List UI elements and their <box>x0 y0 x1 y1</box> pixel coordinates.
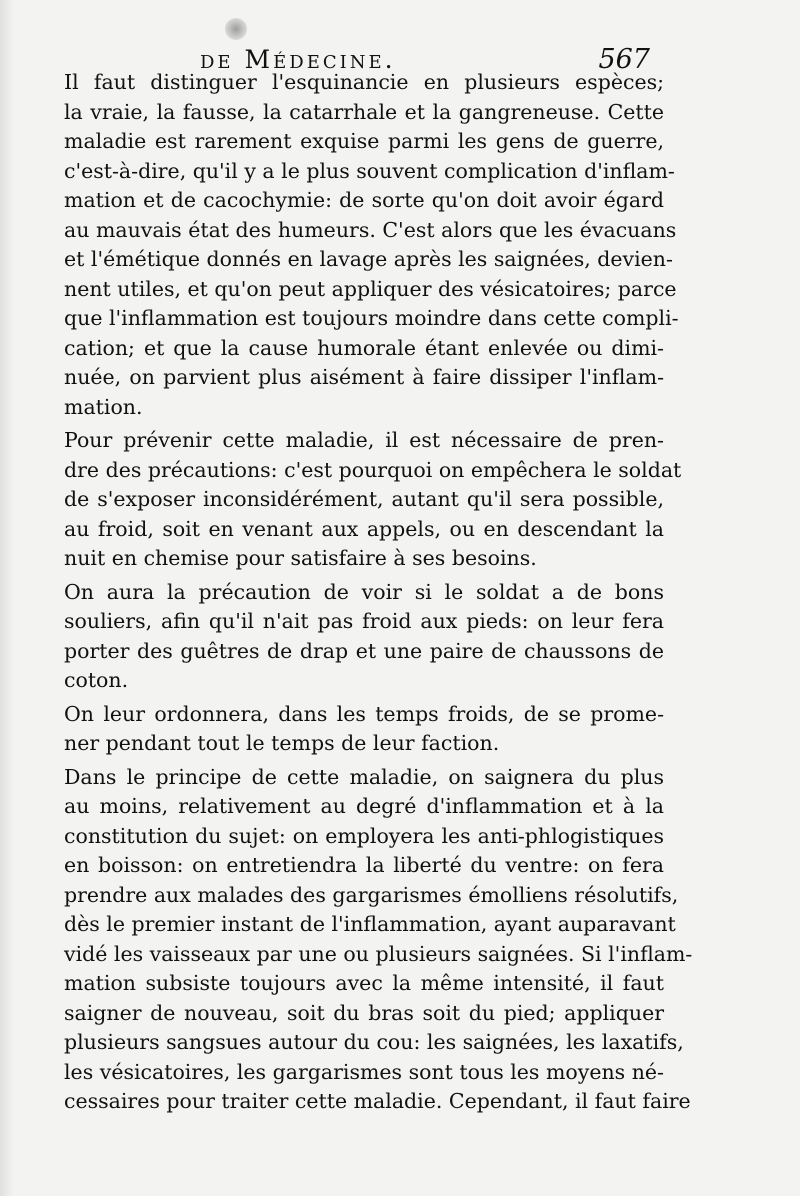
ink-smudge <box>225 18 247 40</box>
text-line: mation. <box>64 394 143 419</box>
text-line: que l'inflammation est toujours moindre dans cette compli- <box>64 306 679 330</box>
paragraph <box>64 426 682 574</box>
text-line: mation subsiste toujours avec la même intensité, il faut <box>64 971 664 995</box>
page-number: 567 <box>598 44 650 75</box>
text-line: les vésicatoires, les gargarismes sont tous les moyens né- <box>64 1059 664 1084</box>
body-text <box>64 68 693 1117</box>
text-line: nuit en chemise pour satisfaire à ses besoins. <box>64 546 537 570</box>
text-line: maladie est rarement exquise parmi les gens de guerre, <box>64 129 664 153</box>
paragraph <box>64 700 664 759</box>
text-line: On leur ordonnera, dans les temps froids, de se prome- <box>64 701 664 726</box>
paragraph <box>64 578 664 696</box>
text-line: prendre aux malades des gargarismes émolliens résolutifs, <box>64 882 679 907</box>
text-line: saigner de nouveau, soit du bras soit du pied; appliquer <box>64 1000 664 1025</box>
paragraph <box>64 68 679 422</box>
text-line: Il faut distinguer l'esquinancie en plusieurs espèces; <box>64 70 664 94</box>
running-head: de Médecine. <box>200 45 396 74</box>
text-line: cation; et que la cause humorale étant enlevée ou dimi- <box>64 335 664 360</box>
text-line: de s'exposer inconsidérément, autant qu'il sera possible, <box>64 487 664 511</box>
text-line: la vraie, la fausse, la catarrhale et la gangreneuse. Cette <box>64 99 664 124</box>
text-line: On aura la précaution de voir si le soldat a de bons <box>64 579 664 604</box>
text-line: c'est-à-dire, qu'il y a le plus souvent complication d'inflam- <box>64 158 675 183</box>
text-line: au moins, relativement au degré d'inflammation et à la <box>64 794 664 818</box>
text-line: ner pendant tout le temps de leur faction. <box>64 731 500 755</box>
text-line: Pour prévenir cette maladie, il est nécessaire de pren- <box>64 428 664 452</box>
text-line: mation et de cacochymie: de sorte qu'on doit avoir égard <box>64 188 664 212</box>
text-line: et l'émétique donnés en lavage après les saignées, devien- <box>64 247 673 271</box>
text-line: nuée, on parvient plus aisément à faire dissiper l'inflam- <box>64 365 664 389</box>
text-line: souliers, afin qu'il n'ait pas froid aux pieds: on leur fera <box>64 609 664 633</box>
text-line: dre des précautions: c'est pourquoi on empêchera le soldat <box>64 457 682 482</box>
text-line: plusieurs sangsues autour du cou: les saignées, les laxatifs, <box>64 1030 684 1054</box>
paragraph <box>64 763 693 1117</box>
text-line: au mauvais état des humeurs. C'est alors que les évacuans <box>64 217 677 242</box>
text-line: dès le premier instant de l'inflammation, ayant auparavant <box>64 912 676 936</box>
text-line: en boisson: on entretiendra la liberté du ventre: on fera <box>64 853 664 877</box>
text-line: vidé les vaisseaux par une ou plusieurs saignées. Si l'inflam- <box>64 941 693 966</box>
text-line: cessaires pour traiter cette maladie. Cependant, il faut faire <box>64 1089 691 1113</box>
text-line: porter des guêtres de drap et une paire de chaussons de <box>64 638 664 663</box>
text-line: coton. <box>64 668 129 692</box>
text-line: au froid, soit en venant aux appels, ou en descendant la <box>64 516 664 541</box>
text-line: constitution du sujet: on employera les anti-phlogistiques <box>64 823 664 848</box>
text-line: Dans le principe de cette maladie, on saignera du plus <box>64 764 664 789</box>
text-line: nent utiles, et qu'on peut appliquer des vésicatoires; parce <box>64 276 677 301</box>
